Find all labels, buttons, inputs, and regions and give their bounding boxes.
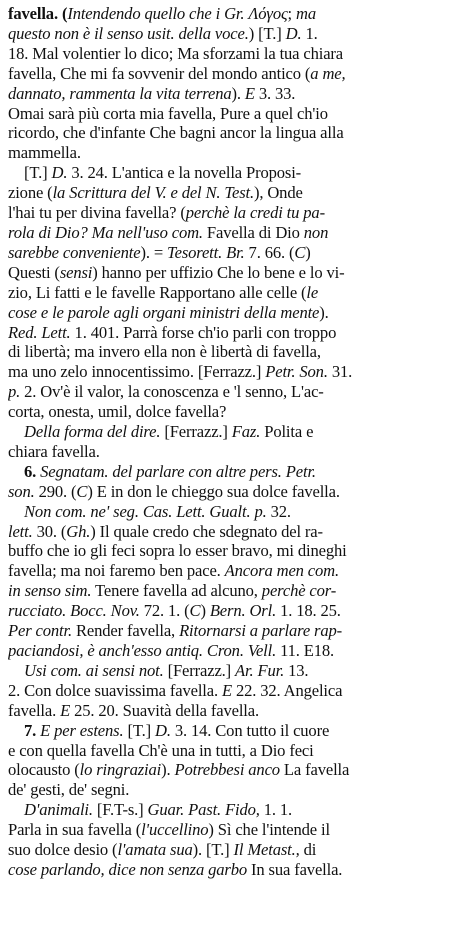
text-segment: ma uno zelo innocentissimo. [Ferrazz.] xyxy=(8,362,266,382)
text-segment: 1. 1. xyxy=(259,800,293,820)
text-segment: E xyxy=(244,83,255,103)
text-line xyxy=(8,601,466,621)
text-line xyxy=(8,283,466,303)
text-line xyxy=(8,442,466,462)
text-segment: di libertà; ma invero ella non è libertà di favella, xyxy=(8,342,321,362)
text-segment: 290. ( xyxy=(34,481,77,501)
text-segment: 3. 14. Con tutto il cuore xyxy=(170,720,330,740)
text-segment: 1. 18. 25. xyxy=(276,601,341,621)
text-line xyxy=(8,721,466,741)
text-line xyxy=(8,681,466,701)
text-segment: sensi xyxy=(59,262,93,282)
text-segment: 25. 20. Suavità della favella. xyxy=(70,700,259,720)
text-segment: la Scrittura del V. e del N. Test. xyxy=(52,183,254,203)
text-segment: ) Sì che l'intende il xyxy=(208,820,330,840)
text-segment: p. xyxy=(8,382,21,402)
text-segment: ). xyxy=(319,302,329,322)
text-segment: ] xyxy=(42,163,52,183)
text-segment: chiara favella. xyxy=(8,441,100,461)
text-segment: [ xyxy=(123,720,133,740)
text-segment: mammella. xyxy=(8,143,81,163)
text-segment: Ar. Fur. xyxy=(235,660,285,680)
text-line xyxy=(8,581,466,601)
text-segment: in senso sim. xyxy=(8,581,92,601)
text-segment: l'hai tu per divina favella? ( xyxy=(8,203,186,223)
text-segment: sarebbe conveniente xyxy=(8,242,141,262)
text-line xyxy=(8,522,466,542)
text-segment: questo non è il senso usit. della voce. xyxy=(8,23,249,43)
text-segment: Per contr. xyxy=(8,621,72,641)
text-segment: Intendendo quello che i xyxy=(67,4,225,23)
text-segment: son. xyxy=(8,481,35,501)
text-segment: zione ( xyxy=(8,183,53,203)
text-line xyxy=(8,840,466,860)
text-segment: [F.T-s.] xyxy=(92,800,148,820)
text-segment: Parla in sua favella ( xyxy=(8,820,142,840)
text-segment: ] xyxy=(276,23,286,43)
text-segment: cose parlando, dice non senza garbo xyxy=(8,859,248,879)
text-segment: 18. Mal volentier lo dico; Ma sforzami la tua chiara xyxy=(8,43,344,63)
text-segment: ) hanno per uffizio Che lo bene e lo vi- xyxy=(92,262,345,282)
text-segment: Il Metast., xyxy=(233,840,300,860)
text-line xyxy=(8,303,466,323)
text-segment: Segnatam. del parlare con altre pers. Petr. xyxy=(40,461,316,481)
text-segment: buffo che io gli feci sopra lo esser bravo, mi dineghi xyxy=(8,541,347,561)
text-line xyxy=(8,123,466,143)
text-segment: corta, onesta, umil, dolce favella? xyxy=(8,402,227,422)
text-segment: ). xyxy=(231,83,245,103)
text-line xyxy=(8,482,466,502)
text-line xyxy=(8,203,466,223)
text-segment: Render favella, xyxy=(71,621,180,641)
text-segment xyxy=(8,800,24,819)
text-segment: l'uccellino xyxy=(141,820,209,840)
text-segment: 3. 33. xyxy=(254,83,296,103)
text-segment: non xyxy=(303,222,329,242)
text-segment: T. xyxy=(132,720,146,740)
text-segment: ) xyxy=(305,242,311,262)
text-segment: E per estens. xyxy=(40,720,124,740)
text-line xyxy=(8,741,466,761)
text-line xyxy=(8,561,466,581)
text-segment: suo dolce desio ( xyxy=(8,840,118,860)
text-line xyxy=(8,780,466,800)
text-segment: Ancora men com. xyxy=(224,561,339,581)
text-segment: Tesorett. Br. xyxy=(167,242,245,262)
text-segment: [Ferrazz.] xyxy=(160,422,232,442)
text-line xyxy=(8,661,466,681)
text-line xyxy=(8,382,466,402)
text-line xyxy=(8,44,466,64)
text-segment: e con quella favella Ch'è una in tutti, a Dio feci xyxy=(8,740,314,760)
text-line xyxy=(8,323,466,343)
text-segment: La favella xyxy=(279,760,350,780)
text-segment: zio, Li fatti e le favelle Rapportano alle celle ( xyxy=(8,282,307,302)
text-segment: D'animali. xyxy=(24,800,93,820)
text-segment: ) E in don le chieggo sua dolce favella. xyxy=(87,481,340,501)
text-segment: ; xyxy=(287,4,297,23)
text-line xyxy=(8,342,466,362)
text-line xyxy=(8,541,466,561)
text-segment: 22. 32. Angelica xyxy=(231,680,343,700)
text-line xyxy=(8,4,466,24)
text-line xyxy=(8,502,466,522)
text-segment: 1. 401. Parrà forse ch'io parli con troppo xyxy=(70,322,337,342)
text-segment: Polita e xyxy=(260,422,314,442)
text-line xyxy=(8,104,466,124)
text-segment: 72. 1. ( xyxy=(139,601,190,621)
text-line xyxy=(8,701,466,721)
text-segment: D. xyxy=(154,720,171,740)
text-segment: a me, xyxy=(310,63,346,83)
text-line xyxy=(8,64,466,84)
text-line xyxy=(8,641,466,661)
text-segment: ] xyxy=(145,720,155,740)
text-segment: rucciato. Bocc. Nov. xyxy=(8,601,140,621)
text-line xyxy=(8,860,466,880)
text-segment: 7. 66. ( xyxy=(244,242,295,262)
text-line xyxy=(8,243,466,263)
text-segment: 3. 24. L'antica e la novella Proposi- xyxy=(67,163,302,183)
text-line xyxy=(8,760,466,780)
text-segment: di xyxy=(299,840,317,860)
text-segment: 7. xyxy=(24,720,37,740)
text-segment: 2. Ov'è il valor, la conoscenza e 'l senno, L'ac- xyxy=(20,382,324,402)
text-segment: Usi com. ai sensi not. xyxy=(24,660,164,680)
text-segment: ) [ xyxy=(248,23,264,43)
text-segment: Faz. xyxy=(231,422,261,442)
text-segment: In sua favella. xyxy=(247,859,343,879)
text-segment: ). xyxy=(161,760,175,780)
text-segment: T. xyxy=(263,23,277,43)
text-segment: Tenere favella ad alcuno, xyxy=(91,581,262,601)
text-segment: D. xyxy=(285,23,302,43)
text-segment: ). [ xyxy=(192,840,212,860)
text-segment: le xyxy=(306,282,319,302)
text-segment: 6. xyxy=(24,461,37,481)
text-segment: favella. ( xyxy=(8,4,68,23)
text-segment: dannato, rammenta la vita terrena xyxy=(8,83,232,103)
text-segment xyxy=(8,721,24,740)
text-segment: ) Il quale credo che sdegnato del ra- xyxy=(90,521,323,541)
text-segment: Λόγος xyxy=(248,4,288,23)
text-line xyxy=(8,621,466,641)
text-line xyxy=(8,84,466,104)
text-segment: paciandosi, è anch'esso antiq. Cron. Vell. xyxy=(8,641,277,660)
text-segment: favella; ma noi faremo ben pace. xyxy=(8,561,225,581)
text-segment: C xyxy=(76,481,88,501)
text-segment: C xyxy=(189,601,201,621)
text-line xyxy=(8,422,466,442)
text-line xyxy=(8,263,466,283)
text-line xyxy=(8,820,466,840)
text-segment: Omai sarà più corta mia favella, Pure a quel ch'io xyxy=(8,103,328,123)
text-segment: E xyxy=(221,680,232,700)
text-segment: [ xyxy=(8,163,30,183)
text-segment: lo ringraziai xyxy=(79,760,162,780)
text-line xyxy=(8,402,466,422)
text-segment: Gh. xyxy=(66,521,91,541)
text-segment: l'amata sua xyxy=(117,840,193,860)
text-segment: Potrebbesi anco xyxy=(174,760,280,780)
text-segment: Della forma del dire. xyxy=(24,422,161,442)
text-segment: lett. xyxy=(8,521,33,541)
text-segment xyxy=(8,661,24,680)
text-segment: Ritornarsi a parlare rap- xyxy=(179,621,343,641)
text-segment xyxy=(8,422,24,441)
text-line xyxy=(8,800,466,820)
text-line xyxy=(8,223,466,243)
text-segment: ), Onde xyxy=(253,183,303,203)
text-segment: D. xyxy=(51,163,68,183)
text-segment: ). = xyxy=(140,242,168,262)
text-segment: 30. ( xyxy=(32,521,67,541)
text-segment: Gr. xyxy=(224,4,249,23)
text-segment: favella. xyxy=(8,700,61,720)
text-segment: Non com. ne' seg. Cas. Lett. Gualt. p. xyxy=(24,501,267,521)
text-segment: T. xyxy=(29,163,43,183)
text-segment: perchè la credi tu pa- xyxy=(185,203,325,223)
text-segment: 11. E18. xyxy=(276,641,335,660)
text-segment: ) xyxy=(200,601,210,621)
text-segment: T. xyxy=(211,840,225,860)
text-line xyxy=(8,143,466,163)
text-segment: olocausto ( xyxy=(8,760,80,780)
text-segment: [Ferrazz.] xyxy=(163,660,236,680)
text-segment: ricordo, che d'infante Che bagni ancor la lingua alla xyxy=(8,123,344,143)
text-segment: E xyxy=(60,700,71,720)
text-line xyxy=(8,362,466,382)
text-segment: perchè cor- xyxy=(261,581,337,601)
text-segment: ] xyxy=(224,840,234,860)
text-line xyxy=(8,462,466,482)
text-segment: Guar. Past. Fido, xyxy=(147,800,260,820)
text-segment: favella, Che mi fa sovvenir del mondo antico ( xyxy=(8,63,311,83)
text-segment xyxy=(8,502,24,521)
text-segment: Petr. Son. xyxy=(265,362,328,382)
text-segment: ma xyxy=(296,4,316,23)
text-line xyxy=(8,24,466,44)
text-line xyxy=(8,163,466,183)
text-segment: C xyxy=(294,242,306,262)
text-segment: 32. xyxy=(266,501,291,521)
text-segment: 1. xyxy=(301,23,318,43)
text-line xyxy=(8,183,466,203)
text-segment: Red. Lett. xyxy=(8,322,71,342)
text-segment: cose e le parole agli organi ministri della mente xyxy=(8,302,320,322)
text-segment: de' gesti, de' segni. xyxy=(8,780,130,800)
text-segment: 31. xyxy=(327,362,353,382)
text-segment xyxy=(8,462,24,481)
text-segment: Questi ( xyxy=(8,262,60,282)
text-segment: Favella di Dio xyxy=(202,222,304,242)
text-segment: 13. xyxy=(284,660,309,680)
text-segment: rola di Dio? Ma nell'uso com. xyxy=(8,222,203,242)
text-segment: Bern. Orl. xyxy=(209,601,277,621)
text-segment: 2. Con dolce suavissima favella. xyxy=(8,680,222,700)
